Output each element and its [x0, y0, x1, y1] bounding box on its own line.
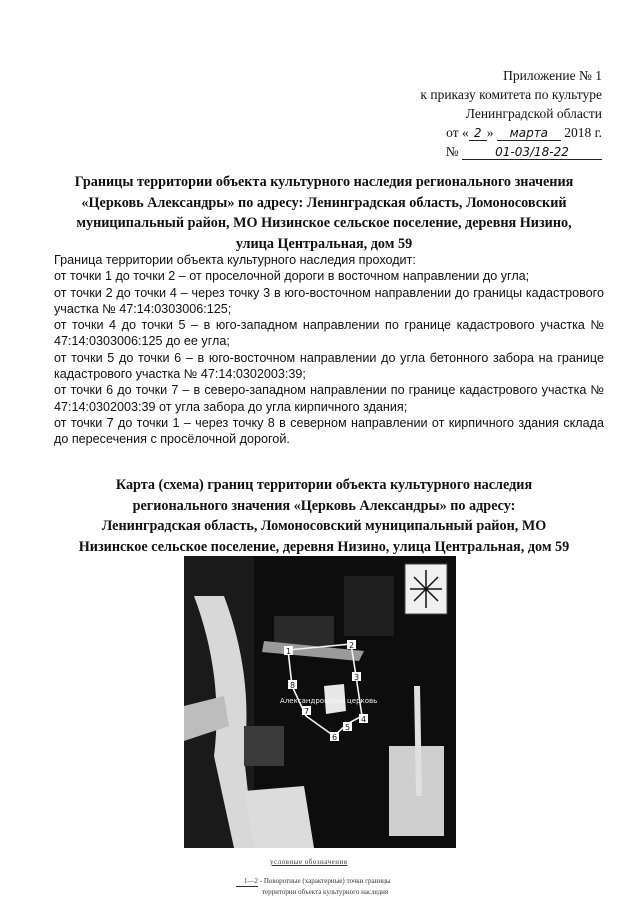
map-point-label: 1: [286, 647, 292, 656]
title-line: регионального значения «Церковь Александры» по адресу:: [132, 497, 516, 514]
boundary-map: [184, 556, 456, 848]
map-point-label: 5: [345, 723, 351, 732]
legend-marker: 1—2: [236, 876, 258, 887]
date-day: 2: [469, 126, 487, 141]
title-line: «Церковь Александры» по адресу: Ленинградская область, Ломоносовский: [81, 194, 567, 211]
map-point-label: 4: [361, 715, 367, 724]
date-prefix: от «: [446, 125, 469, 140]
date-month: марта: [497, 126, 561, 141]
paragraph: от точки 2 до точки 4 – через точку 3 в юго-восточном направлении до границы кадастрового участка № 47:14:0303006:125;: [54, 285, 604, 316]
paragraph: Граница территории объекта культурного наследия проходит:: [54, 253, 416, 267]
document-title: [48, 172, 600, 254]
title-line: Ленинградская область, Ломоносовский муниципальный район, МО: [101, 518, 547, 534]
legend-marker-a: 1: [244, 877, 248, 885]
appendix-header: [420, 66, 602, 161]
legend-title: условные обозначения: [270, 858, 348, 866]
title-line: Низинское сельское поселение, деревня Низино, улица Центральная, дом 59: [78, 538, 570, 555]
legend-desc: - Поворотные (характерные) точки границы: [259, 877, 391, 885]
map-point-label: 8: [290, 681, 296, 690]
legend-desc: территории объекта культурного наследия: [262, 888, 389, 896]
appendix-date: [420, 123, 602, 142]
title-line: улица Центральная, дом 59: [235, 235, 413, 252]
map-image: [184, 556, 456, 848]
map-point-label: 2: [349, 641, 355, 650]
legend-row: [236, 876, 456, 897]
appendix-region: Ленинградской области: [465, 106, 602, 121]
title-line: Карта (схема) границ территории объекта культурного наследия: [115, 477, 533, 493]
paragraph: от точки 1 до точки 2 – от проселочной дороги в восточном направлении до угла;: [54, 269, 530, 284]
church-label: Александровская церковь: [280, 697, 378, 705]
map-title: [48, 475, 600, 557]
paragraph: от точки 6 до точки 7 – в северо-западном направлении по границе кадастрового участка № 47:14:0302003:39 от угла забора до угла кирпичного здания;: [54, 383, 604, 414]
number-value: 01-03/18-22: [462, 145, 602, 160]
map-point-label: 6: [332, 733, 338, 742]
appendix-order-ref: к приказу комитета по культуре: [420, 87, 602, 102]
appendix-number: [420, 142, 602, 161]
appendix-title: Приложение № 1: [503, 68, 602, 83]
number-prefix: №: [445, 144, 459, 159]
title-line: муниципальный район, МО Низинское сельское поселение, деревня Низино,: [76, 215, 572, 231]
map-point-label: 7: [304, 707, 310, 716]
date-year: 2018 г.: [564, 125, 602, 140]
paragraph: от точки 5 до точки 6 – в юго-восточном направлении до угла бетонного забора на границе кадастрового участка № 47:14:0302003:39;: [54, 350, 604, 382]
title-line: Границы территории объекта культурного наследия регионального значения: [74, 174, 574, 190]
boundary-description: [54, 252, 604, 448]
paragraph: от точки 4 до точки 5 – в юго-западном направлении по границе кадастрового участка № 47:14:0303006:125 до ее угла;: [54, 318, 604, 349]
date-mid: »: [486, 125, 494, 140]
legend-marker-b: 2: [254, 877, 258, 885]
paragraph: от точки 7 до точки 1 – через точку 8 в северном направлении от кирпичного здания склада до пересечения с просёлочной дорогой.: [54, 415, 604, 447]
map-point-label: 3: [354, 673, 360, 682]
